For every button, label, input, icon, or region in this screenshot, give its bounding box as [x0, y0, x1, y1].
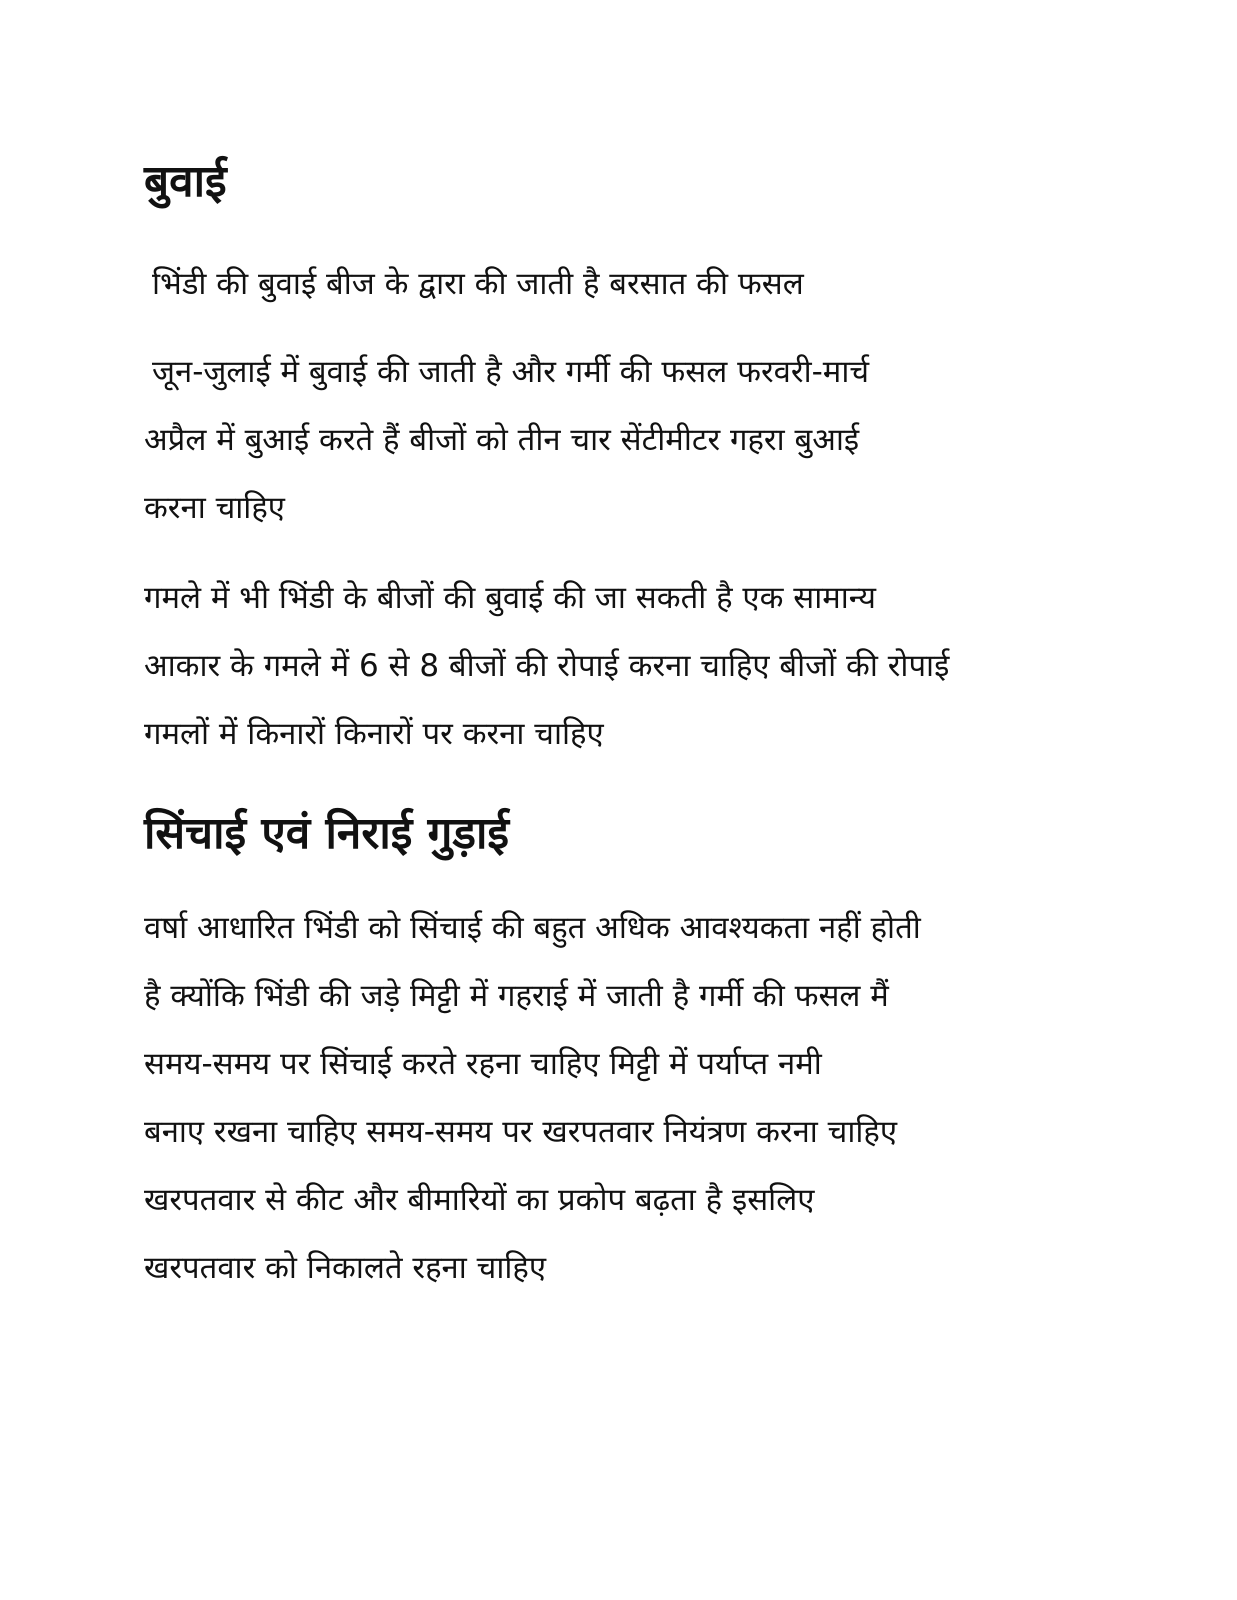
paragraph-line: गमलों में किनारों किनारों पर करना चाहिए [144, 716, 604, 752]
paragraph-line: जून-जुलाई में बुवाई की जाती है और गर्मी की फसल फरवरी-मार्च [152, 354, 870, 390]
section-heading-sowing: बुवाई [144, 156, 227, 207]
paragraph-line: वर्षा आधारित भिंडी को सिंचाई की बहुत अधिक आवश्यकता नहीं होती [144, 910, 921, 946]
paragraph-line: है क्योंकि भिंडी की जड़े मिट्टी में गहराई में जाती है गर्मी की फसल मैं [144, 978, 889, 1014]
section-heading-irrigation: सिंचाई एवं निराई गुड़ाई [144, 808, 509, 859]
paragraph-line: खरपतवार से कीट और बीमारियों का प्रकोप बढ़ता है इसलिए [144, 1182, 815, 1218]
paragraph-line: भिंडी की बुवाई बीज के द्वारा की जाती है बरसात की फसल [152, 266, 804, 302]
paragraph-line: अप्रैल में बुआई करते हैं बीजों को तीन चार सेंटीमीटर गहरा बुआई [144, 422, 860, 458]
paragraph-line: गमले में भी भिंडी के बीजों की बुवाई की जा सकती है एक सामान्य [144, 580, 876, 616]
paragraph-line: आकार के गमले में 6 से 8 बीजों की रोपाई करना चाहिए बीजों की रोपाई [144, 648, 950, 684]
paragraph-line: खरपतवार को निकालते रहना चाहिए [144, 1250, 546, 1286]
paragraph-line: समय-समय पर सिंचाई करते रहना चाहिए मिट्टी में पर्याप्त नमी [144, 1046, 822, 1082]
paragraph-line: करना चाहिए [144, 490, 285, 526]
paragraph-line: बनाए रखना चाहिए समय-समय पर खरपतवार नियंत्रण करना चाहिए [144, 1114, 898, 1150]
